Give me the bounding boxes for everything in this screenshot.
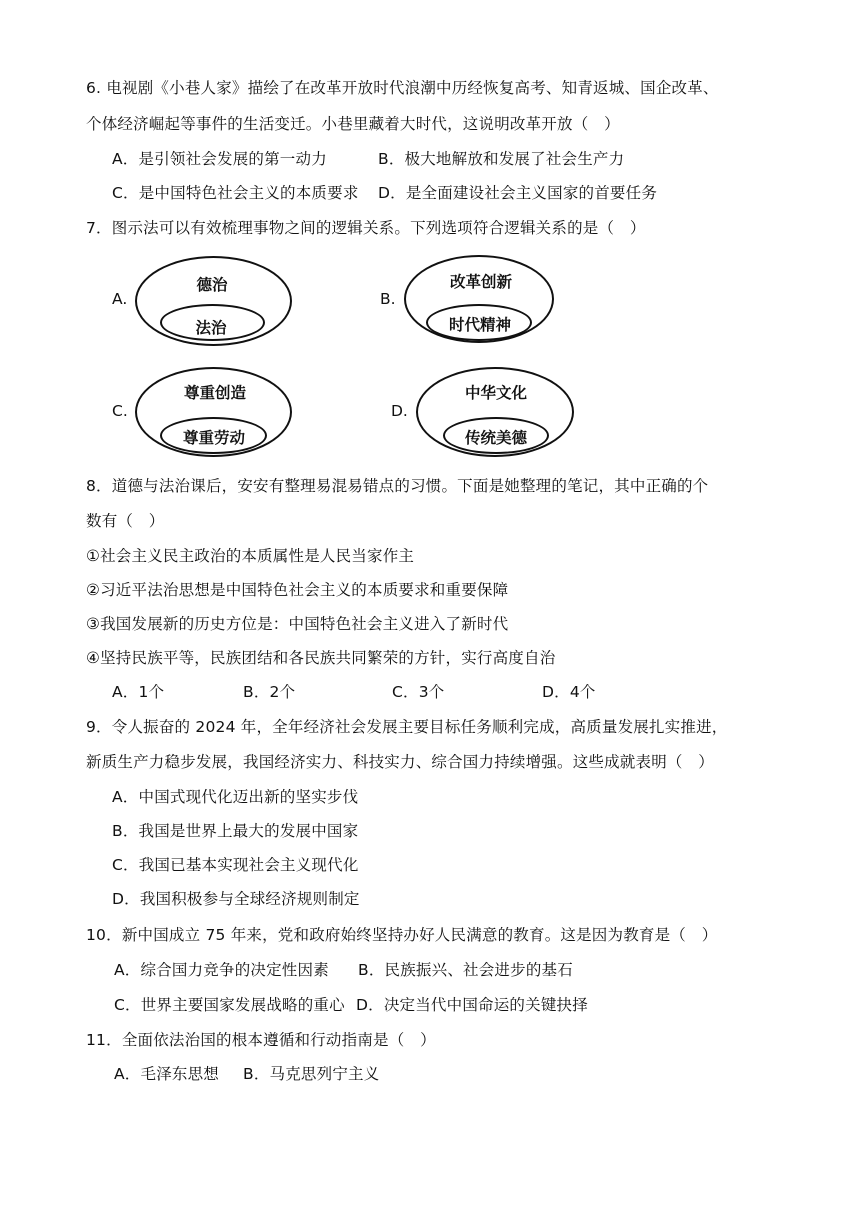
q10-option-b[interactable]: B．民族振兴、社会进步的基石 [358, 961, 573, 979]
q6-option-c[interactable]: C．是中国特色社会主义的本质要求 [112, 184, 359, 202]
q7-option-b-label[interactable]: B. [380, 290, 396, 308]
q9-stem-line2: 新质生产力稳步发展，我国经济实力、科技实力、综合国力持续增强。这些成就表明（ ） [86, 753, 715, 771]
q8-stem-line1: 8．道德与法治课后，安安有整理易混易错点的习惯。下面是她整理的笔记，其中正确的个 [86, 477, 709, 495]
q7-option-d-label[interactable]: D. [391, 402, 408, 420]
inner-label: 时代精神 [448, 316, 512, 334]
q11-option-b[interactable]: B．马克思列宁主义 [243, 1065, 380, 1083]
q11-stem: 11．全面依法治国的根本遵循和行动指南是（ ） [86, 1031, 436, 1049]
q8-option-d[interactable]: D．4个 [542, 683, 596, 701]
q9-option-a[interactable]: A．中国式现代化迈出新的坚实步伐 [112, 788, 359, 806]
q9-option-c[interactable]: C．我国已基本实现社会主义现代化 [112, 856, 359, 874]
inner-label: 尊重劳动 [182, 429, 246, 447]
q6-option-b[interactable]: B．极大地解放和发展了社会生产力 [378, 150, 625, 168]
q6-stem-line2: 个体经济崛起等事件的生活变迁。小巷里藏着大时代，这说明改革开放（ ） [86, 115, 620, 133]
q10-stem: 10．新中国成立 75 年来，党和政府始终坚持办好人民满意的教育。这是因为教育是（ ） [86, 926, 718, 944]
outer-label: 德治 [196, 276, 228, 294]
q8-option-b[interactable]: B．2个 [243, 683, 296, 701]
q9-option-d[interactable]: D．我国积极参与全球经济规则制定 [112, 890, 360, 908]
q8-item-1: ①社会主义民主政治的本质属性是人民当家作主 [86, 547, 415, 565]
q10-option-a[interactable]: A．综合国力竞争的决定性因素 [114, 961, 329, 979]
q8-item-3: ③我国发展新的历史方位是：中国特色社会主义进入了新时代 [86, 615, 509, 633]
q8-item-4: ④坚持民族平等，民族团结和各民族共同繁荣的方针，实行高度自治 [86, 649, 556, 667]
q9-option-b[interactable]: B．我国是世界上最大的发展中国家 [112, 822, 359, 840]
q7-option-a-label[interactable]: A. [112, 290, 128, 308]
q6-stem-line1: 6. 电视剧《小巷人家》描绘了在改革开放时代浪潮中历经恢复高考、知青返城、国企改革、 [86, 79, 719, 97]
q8-option-a[interactable]: A．1个 [112, 683, 165, 701]
q10-option-c[interactable]: C．世界主要国家发展战略的重心 [114, 996, 345, 1014]
q9-stem-line1: 9．令人振奋的 2024 年，全年经济社会发展主要目标任务顺利完成，高质量发展扎实推进， [86, 718, 728, 736]
q7-stem: 7．图示法可以有效梳理事物之间的逻辑关系。下列选项符合逻辑关系的是（ ） [86, 219, 646, 237]
outer-label: 改革创新 [449, 273, 513, 291]
q6-option-d[interactable]: D．是全面建设社会主义国家的首要任务 [378, 184, 658, 202]
q8-option-c[interactable]: C．3个 [392, 683, 445, 701]
outer-label: 中华文化 [464, 384, 528, 402]
q8-item-2: ②习近平法治思想是中国特色社会主义的本质要求和重要保障 [86, 581, 509, 599]
q8-stem-line2: 数有（ ） [86, 512, 165, 530]
inner-label: 传统美德 [464, 429, 528, 447]
outer-label: 尊重创造 [183, 384, 247, 402]
q7-option-c-label[interactable]: C. [112, 402, 128, 420]
q6-option-a[interactable]: A．是引领社会发展的第一动力 [112, 150, 327, 168]
q10-option-d[interactable]: D．决定当代中国命运的关键抉择 [356, 996, 588, 1014]
q11-option-a[interactable]: A．毛泽东思想 [114, 1065, 220, 1083]
inner-label: 法治 [195, 319, 227, 337]
